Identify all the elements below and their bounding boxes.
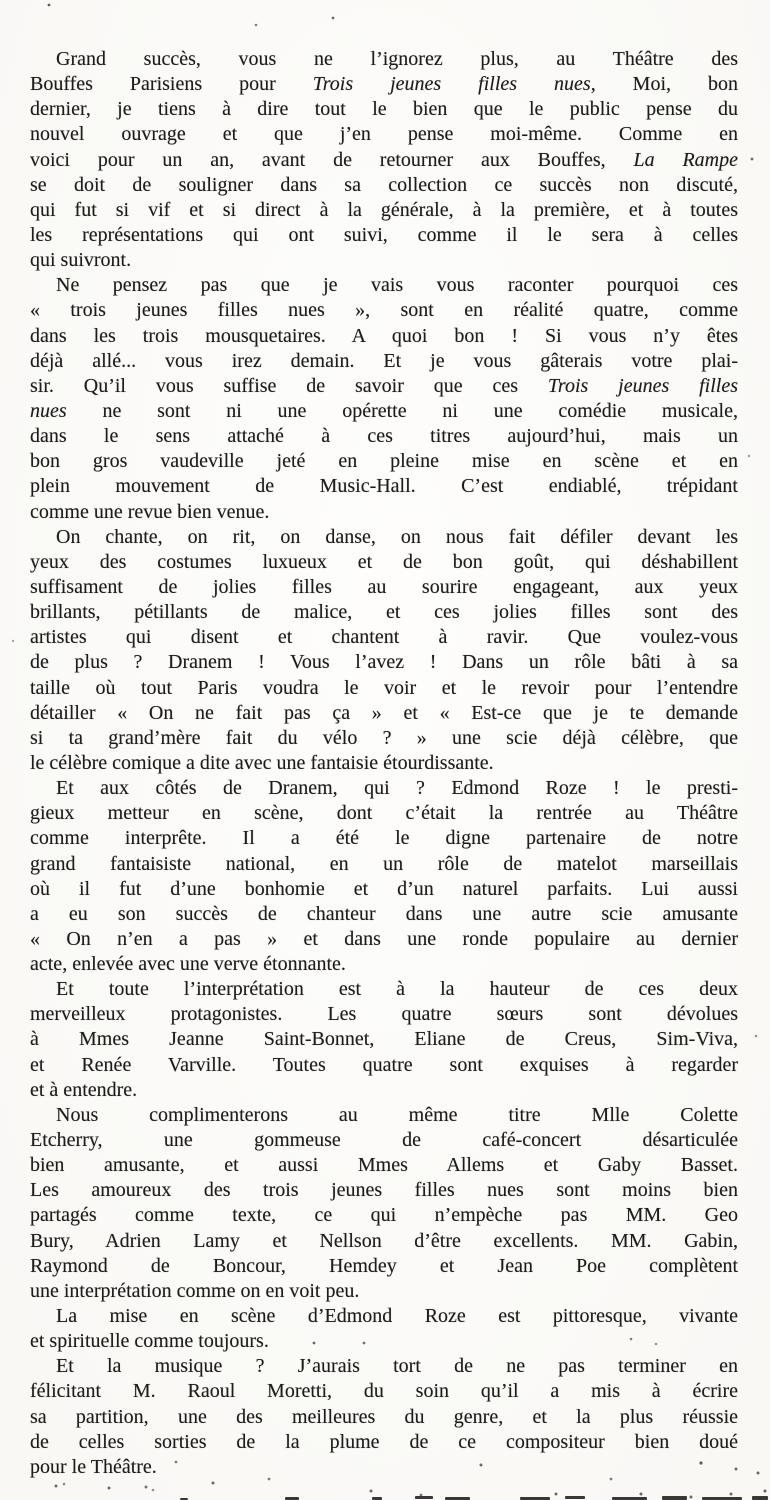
text-line: et à entendre.: [30, 1078, 138, 1101]
text-line: le célèbre comique a dite avec une fantaisie étourdissante.: [30, 751, 494, 774]
text-line: Grand succès, vous ne l’ignorez plus, au Théâtre des: [56, 48, 738, 70]
paragraph: [30, 776, 738, 977]
text-line: de celles sorties de la plume de ce compositeur bien doué: [30, 1430, 738, 1453]
text-line: sa partition, une des meilleures du genre, et la plus réussie: [30, 1405, 738, 1428]
paragraph: [30, 47, 738, 273]
text-line: partagés comme texte, ce qui n’empèche pas MM. Geo: [30, 1204, 738, 1227]
text-line: Raymond de Boncour, Hemdey et Jean Poe complètent: [30, 1254, 738, 1277]
text-line: Bouffes Parisiens pour Trois jeunes filles nues, Moi, bon: [30, 73, 738, 96]
paragraph: [30, 1354, 738, 1480]
text-line: Bury, Adrien Lamy et Nellson d’être excellents. MM. Gabin,: [30, 1229, 738, 1252]
text-line: gieux metteur en scène, dont c’était la rentrée au Théâtre: [30, 802, 738, 825]
text-line: plein mouvement de Music-Hall. C’est endiablé, trépidant: [30, 475, 738, 498]
text-line: à Mmes Jeanne Saint-Bonnet, Eliane de Creus, Sim-Viva,: [30, 1028, 738, 1051]
text-line: qui suivront.: [30, 249, 132, 272]
text-line: déjà allé... vous irez demain. Et je vous gâterais votre plai-: [30, 349, 738, 372]
text-line: yeux des costumes luxueux et de bon goût, qui déshabillent: [30, 550, 738, 573]
text-line: les représentations qui ont suivi, comme il le sera à celles: [30, 223, 738, 246]
text-line: grand fantaisiste national, en un rôle de matelot marseillais: [30, 852, 738, 875]
text-line: a eu son succès de chanteur dans une autre scie amusante: [30, 902, 738, 925]
text-line: artistes qui disent et chantent à ravir. Que voulez-vous: [30, 626, 738, 649]
text-line: nouvel ouvrage et que j’en pense moi-même. Comme en: [30, 123, 738, 146]
scan-edge-mark: [415, 1496, 433, 1499]
text-line: taille où tout Paris voudra le voir et le revoir pour l’entendre: [30, 676, 738, 699]
text-line: Etcherry, une gommeuse de café-concert désarticulée: [30, 1129, 738, 1152]
scan-edge-mark: [662, 1496, 687, 1500]
text-line: Ne pensez pas que je vais vous raconter pourquoi ces: [56, 274, 738, 297]
text-line: sir. Qu’il vous suffise de savoir que ces Trois jeunes filles: [30, 374, 738, 397]
text-line: dans les trois mousquetaires. A quoi bon ! Si vous n’y êtes: [30, 324, 738, 347]
text-line: qui fut si vif et si direct à la générale, à la première, et à toutes: [30, 198, 738, 221]
text-line: où il fut d’une bonhomie et d’un naturel parfaits. Lui aussi: [30, 877, 738, 900]
text-line: suffisament de jolies filles au sourire engageant, aux yeux: [30, 575, 738, 598]
text-line: si ta grand’mère fait du vélo ? » une scie déjà célèbre, que: [30, 726, 738, 749]
paragraph: [30, 525, 738, 776]
text-line: se doit de souligner dans sa collection ce succès non discuté,: [30, 173, 738, 196]
text-line: comme une revue bien venue.: [30, 500, 270, 523]
paragraph: [30, 977, 738, 1103]
text-line: acte, enlevée avec une verve étonnante.: [30, 953, 346, 976]
text-line: voici pour un an, avant de retourner aux Bouffes, La Rampe: [30, 148, 738, 171]
text-line: et spirituelle comme toujours.: [30, 1330, 269, 1353]
text-line: bien amusante, et aussi Mmes Allems et Gaby Basset.: [30, 1154, 738, 1177]
text-line: et Renée Varville. Toutes quatre sont exquises à regarder: [30, 1053, 738, 1076]
text-line: « On n’en a pas » et dans une ronde populaire au dernier: [30, 927, 738, 950]
text-line: comme interprête. Il a été le digne partenaire de notre: [30, 827, 738, 850]
text-line: félicitant M. Raoul Moretti, du soin qu’il a mis à écrire: [30, 1380, 738, 1403]
text-line: dernier, je tiens à dire tout le bien que le public pense du: [30, 98, 738, 121]
text-line: Nous complimenterons au même titre Mlle Colette: [56, 1103, 738, 1126]
text-line: La mise en scène d’Edmond Roze est pittoresque, vivante: [56, 1305, 738, 1328]
paragraph: [30, 273, 738, 524]
text-line: détailler « On ne fait pas ça » et « Est-ce que je te demande: [30, 701, 738, 724]
text-line: nues ne sont ni une opérette ni une comédie musicale,: [30, 399, 738, 422]
text-line: « trois jeunes filles nues », sont en réalité quatre, comme: [30, 299, 738, 322]
scan-edge-mark: [565, 1496, 585, 1499]
text-line: dans le sens attaché à ces titres aujourd’hui, mais un: [30, 425, 738, 448]
text-line: Et la musique ? J’aurais tort de ne pas terminer en: [56, 1355, 738, 1378]
text-line: Et aux côtés de Dranem, qui ? Edmond Roze ! le presti-: [56, 777, 738, 800]
text-line: On chante, on rit, on danse, on nous fait défiler devant les: [56, 525, 738, 548]
scan-edge-mark: [752, 1496, 768, 1500]
text-line: Et toute l’interprétation est à la hauteur de ces deux: [56, 978, 738, 1001]
paragraph: [30, 1304, 738, 1354]
article-text: [30, 47, 738, 1480]
paragraph: [30, 1103, 738, 1304]
text-line: Les amoureux des trois jeunes filles nues sont moins bien: [30, 1179, 738, 1202]
scan-specks: [0, 0, 2, 2]
text-line: brillants, pétillants de malice, et ces jolies filles sont des: [30, 601, 738, 624]
text-line: merveilleux protagonistes. Les quatre sœurs sont dévolues: [30, 1003, 738, 1026]
text-line: de plus ? Dranem ! Vous l’avez ! Dans un rôle bâti à sa: [30, 651, 738, 674]
text-line: bon gros vaudeville jeté en pleine mise en scène et en: [30, 450, 738, 473]
text-line: pour le Théâtre.: [30, 1455, 157, 1478]
text-line: une interprétation comme on en voit peu.: [30, 1279, 360, 1302]
